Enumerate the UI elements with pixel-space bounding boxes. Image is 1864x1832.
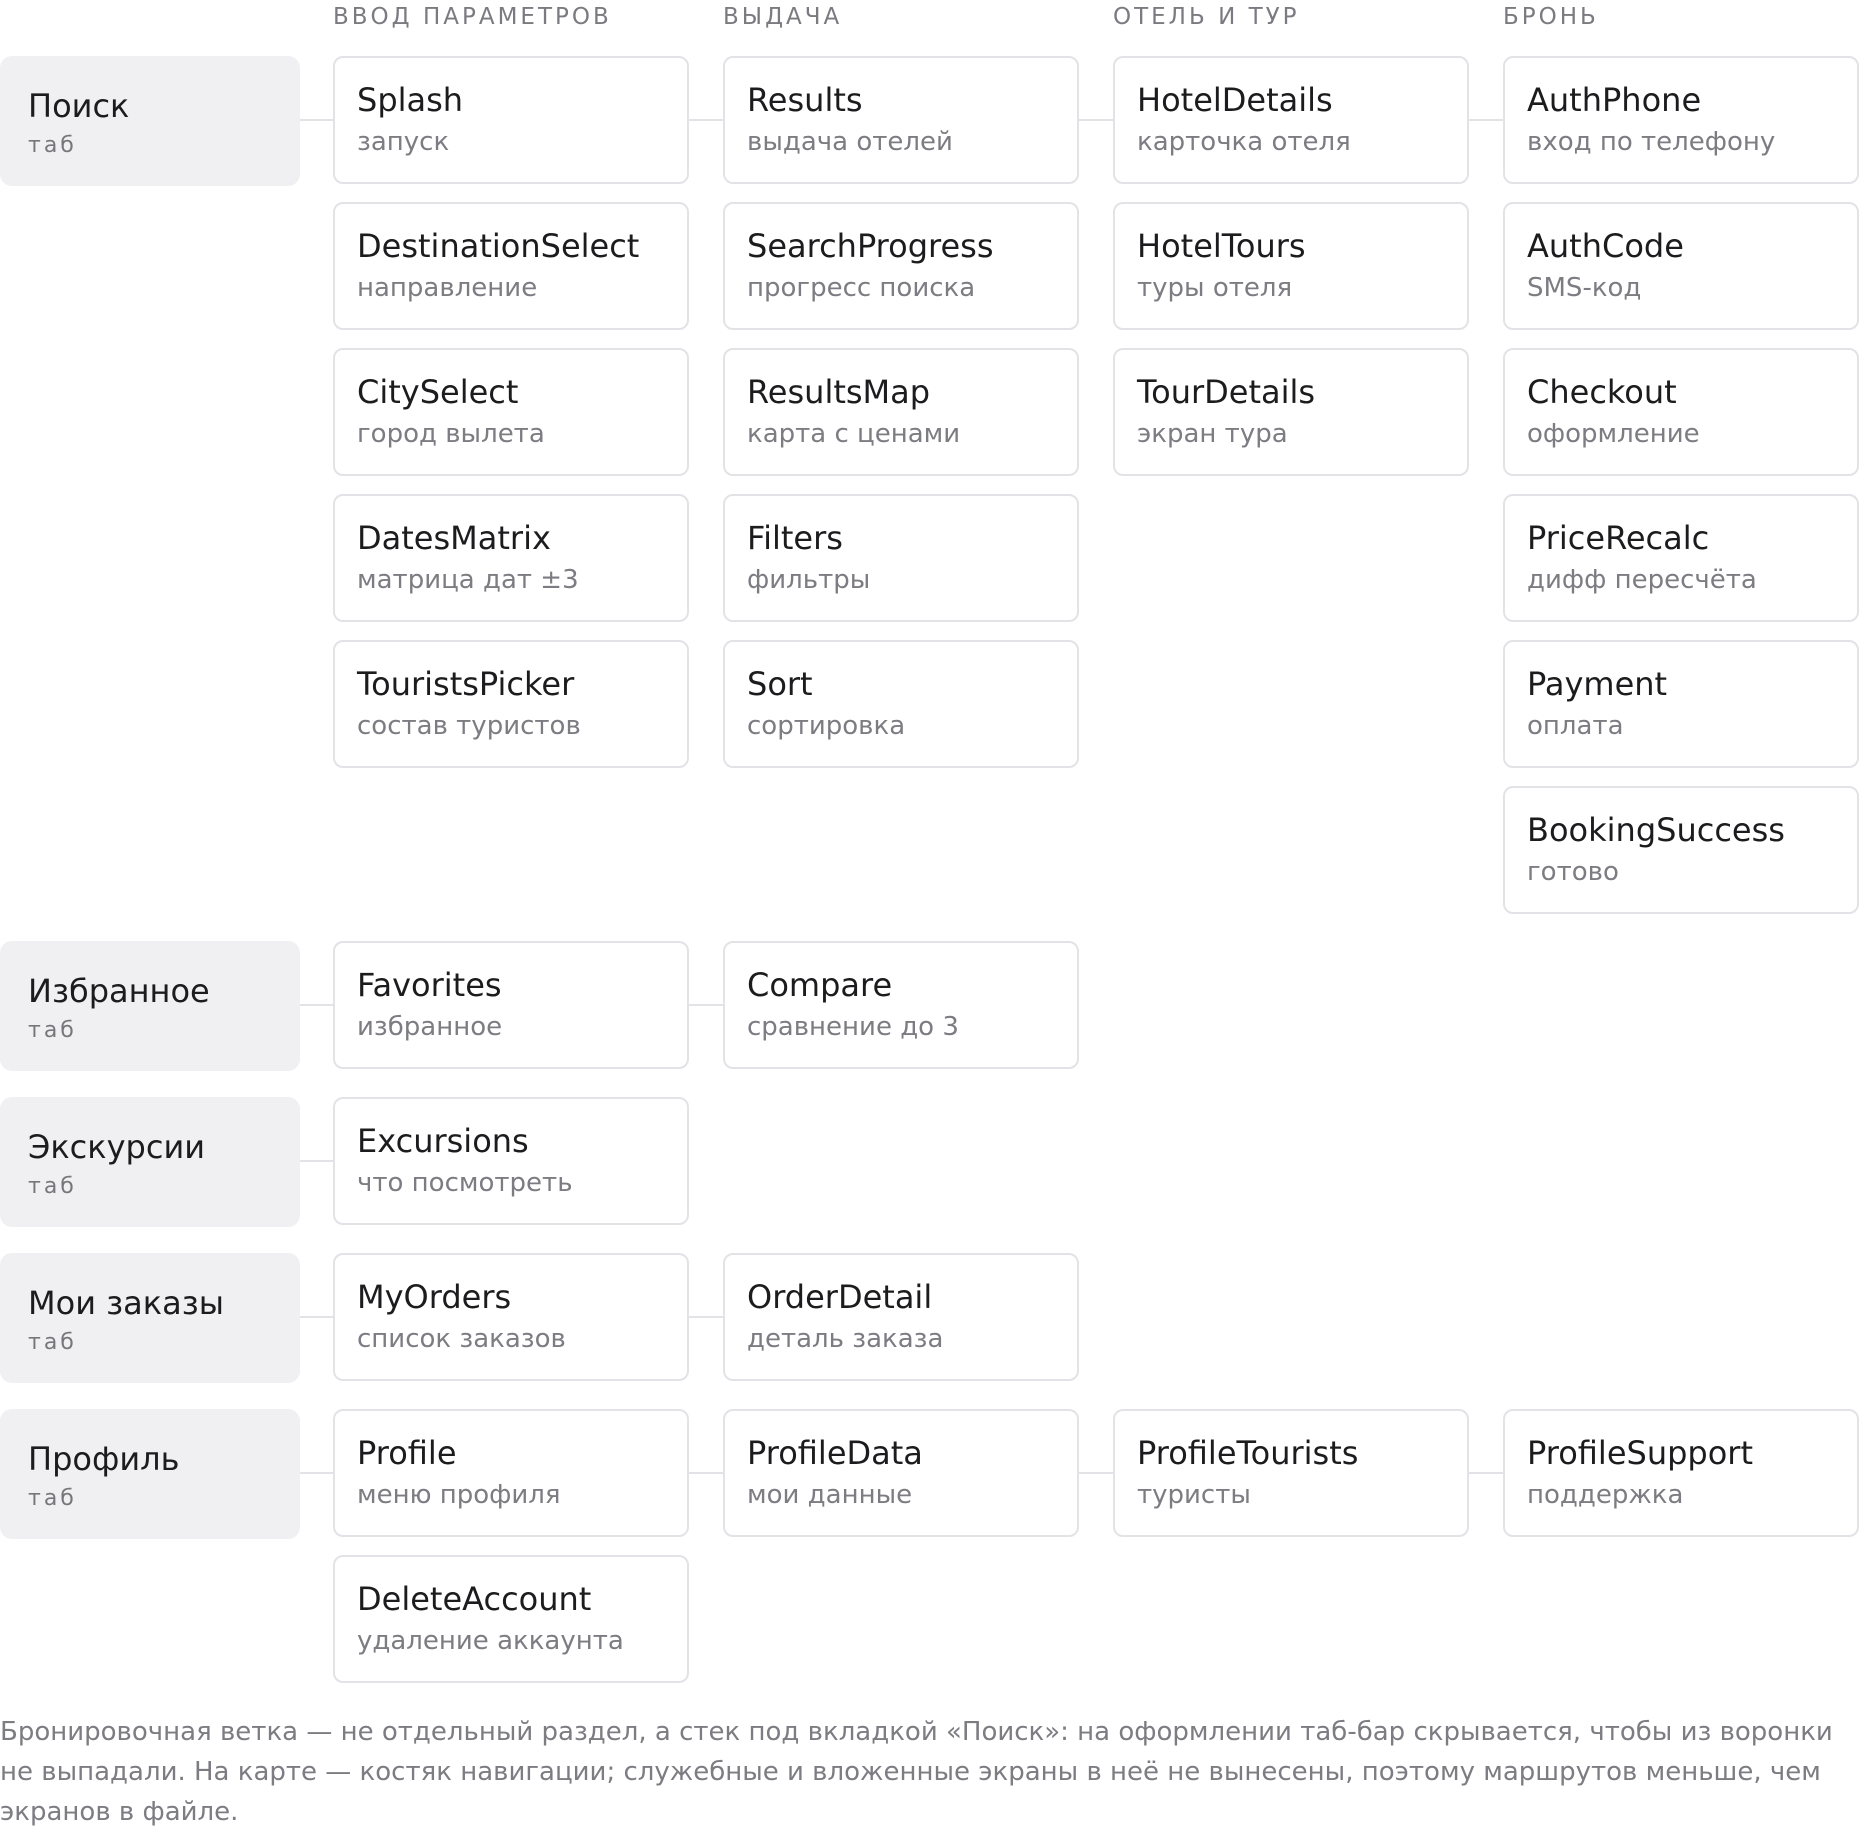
screen-card[interactable] xyxy=(1503,786,1859,914)
screen-name: PriceRecalc xyxy=(1527,519,1710,557)
screen-name: DestinationSelect xyxy=(357,227,640,265)
screen-description: фильтры xyxy=(747,565,871,595)
screen-name: AuthCode xyxy=(1527,227,1684,265)
screen-name: CitySelect xyxy=(357,373,519,411)
column-header: ВЫДАЧА xyxy=(723,4,843,30)
screen-description: список заказов xyxy=(357,1324,566,1354)
screen-description: экран тура xyxy=(1137,419,1288,449)
screen-name: TouristsPicker xyxy=(357,665,575,703)
screen-name: Favorites xyxy=(357,966,502,1004)
screen-card[interactable] xyxy=(1503,640,1859,768)
connector-line xyxy=(300,1316,333,1318)
screen-description: SMS-код xyxy=(1527,273,1642,303)
screen-card[interactable] xyxy=(1503,202,1859,330)
connector-line xyxy=(1469,119,1503,121)
screen-description: удаление аккаунта xyxy=(357,1626,624,1656)
screen-name: Splash xyxy=(357,81,464,119)
screen-description: сравнение до 3 xyxy=(747,1012,959,1042)
screen-card[interactable] xyxy=(1503,1409,1859,1537)
screen-card[interactable] xyxy=(1113,348,1469,476)
connector-line xyxy=(300,1160,333,1162)
connector-line xyxy=(689,1316,723,1318)
connector-line xyxy=(1469,1472,1503,1474)
screen-description: готово xyxy=(1527,857,1619,887)
screen-description: оплата xyxy=(1527,711,1624,741)
screen-description: избранное xyxy=(357,1012,503,1042)
connector-line xyxy=(300,1472,333,1474)
screen-description: деталь заказа xyxy=(747,1324,944,1354)
column-header: БРОНЬ xyxy=(1503,4,1599,30)
screen-name: Profile xyxy=(357,1434,457,1472)
screen-card[interactable] xyxy=(333,941,689,1069)
tab-4[interactable] xyxy=(0,1409,300,1539)
screen-name: Checkout xyxy=(1527,373,1677,411)
screen-name: Filters xyxy=(747,519,843,557)
screen-name: AuthPhone xyxy=(1527,81,1702,119)
screen-description: что посмотреть xyxy=(357,1168,573,1198)
connector-line xyxy=(300,1004,333,1006)
screen-name: SearchProgress xyxy=(747,227,994,265)
screen-name: OrderDetail xyxy=(747,1278,933,1316)
screen-description: прогресс поиска xyxy=(747,273,976,303)
screen-description: сортировка xyxy=(747,711,906,741)
footnote: Бронировочная ветка — не отдельный раздел, а стек под вкладкой «Поиск»: на оформлении таб-бар скрывается, чтобы из воронки не выпадали. На карте — костяк навигации; служебные и вложенные экраны в неё не вынесены, поэтому маршрутов меньше, чем экранов в файле. xyxy=(0,1717,1833,1827)
screen-name: Payment xyxy=(1527,665,1668,703)
screen-name: HotelTours xyxy=(1137,227,1306,265)
tab-subtitle: таб xyxy=(28,1018,77,1043)
screen-card[interactable] xyxy=(333,640,689,768)
screen-name: DatesMatrix xyxy=(357,519,551,557)
screen-card[interactable] xyxy=(333,1097,689,1225)
connector-line xyxy=(300,119,333,121)
screen-name: Sort xyxy=(747,665,813,703)
screen-card[interactable] xyxy=(723,1409,1079,1537)
screen-description: меню профиля xyxy=(357,1480,561,1510)
screen-description: карточка отеля xyxy=(1137,127,1351,157)
screen-description: карта с ценами xyxy=(747,419,961,449)
screen-card[interactable] xyxy=(723,941,1079,1069)
screen-card[interactable] xyxy=(1503,494,1859,622)
screen-name: Excursions xyxy=(357,1122,529,1160)
screen-name: ResultsMap xyxy=(747,373,931,411)
screen-name: MyOrders xyxy=(357,1278,512,1316)
screen-description: запуск xyxy=(357,127,450,157)
tab-title: Экскурсии xyxy=(28,1128,206,1166)
screen-name: Results xyxy=(747,81,863,119)
screen-name: BookingSuccess xyxy=(1527,811,1785,849)
screen-card[interactable] xyxy=(723,494,1079,622)
screen-card[interactable] xyxy=(333,1409,689,1537)
screen-description: матрица дат ±3 xyxy=(357,565,579,595)
screen-description: вход по телефону xyxy=(1527,127,1776,157)
screen-card[interactable] xyxy=(333,202,689,330)
tab-title: Мои заказы xyxy=(28,1284,224,1322)
screen-name: ProfileSupport xyxy=(1527,1434,1753,1472)
column-header: ОТЕЛЬ И ТУР xyxy=(1113,4,1300,30)
screen-card[interactable] xyxy=(1113,56,1469,184)
connector-line xyxy=(1079,119,1113,121)
column-header: ВВОД ПАРАМЕТРОВ xyxy=(333,4,612,30)
tab-subtitle: таб xyxy=(28,133,77,158)
screen-card[interactable] xyxy=(723,56,1079,184)
tab-title: Поиск xyxy=(28,87,130,125)
screen-description: мои данные xyxy=(747,1480,913,1510)
screen-card[interactable] xyxy=(723,348,1079,476)
screen-description: город вылета xyxy=(357,419,545,449)
screen-name: TourDetails xyxy=(1137,373,1316,411)
screen-name: Compare xyxy=(747,966,893,1004)
screen-name: ProfileData xyxy=(747,1434,923,1472)
connector-line xyxy=(1079,1472,1113,1474)
screen-card[interactable] xyxy=(333,494,689,622)
screen-card[interactable] xyxy=(723,640,1079,768)
tab-subtitle: таб xyxy=(28,1174,77,1199)
screen-name: HotelDetails xyxy=(1137,81,1333,119)
screen-description: оформление xyxy=(1527,419,1700,449)
screen-card[interactable] xyxy=(1113,1409,1469,1537)
tab-title: Избранное xyxy=(28,972,210,1010)
screen-name: DeleteAccount xyxy=(357,1580,592,1618)
screen-card[interactable] xyxy=(723,202,1079,330)
screen-card[interactable] xyxy=(1503,348,1859,476)
screen-description: дифф пересчёта xyxy=(1527,565,1757,595)
screen-name: ProfileTourists xyxy=(1137,1434,1359,1472)
screen-description: поддержка xyxy=(1527,1480,1684,1510)
connector-line xyxy=(689,1472,723,1474)
tab-0[interactable] xyxy=(0,56,300,186)
tab-2[interactable] xyxy=(0,1097,300,1227)
screen-card[interactable] xyxy=(333,1253,689,1381)
tab-1[interactable] xyxy=(0,941,300,1071)
tab-subtitle: таб xyxy=(28,1330,77,1355)
screen-description: туры отеля xyxy=(1137,273,1293,303)
screen-card[interactable] xyxy=(723,1253,1079,1381)
screen-card[interactable] xyxy=(333,348,689,476)
screen-card[interactable] xyxy=(1113,202,1469,330)
screen-card[interactable] xyxy=(333,1555,689,1683)
connector-line xyxy=(689,1004,723,1006)
screen-description: выдача отелей xyxy=(747,127,953,157)
tab-subtitle: таб xyxy=(28,1486,77,1511)
screen-card[interactable] xyxy=(1503,56,1859,184)
tab-3[interactable] xyxy=(0,1253,300,1383)
screen-description: состав туристов xyxy=(357,711,581,741)
screen-description: туристы xyxy=(1137,1480,1251,1510)
screen-description: направление xyxy=(357,273,538,303)
screen-card[interactable] xyxy=(333,56,689,184)
tab-title: Профиль xyxy=(28,1440,180,1478)
connector-line xyxy=(689,119,723,121)
